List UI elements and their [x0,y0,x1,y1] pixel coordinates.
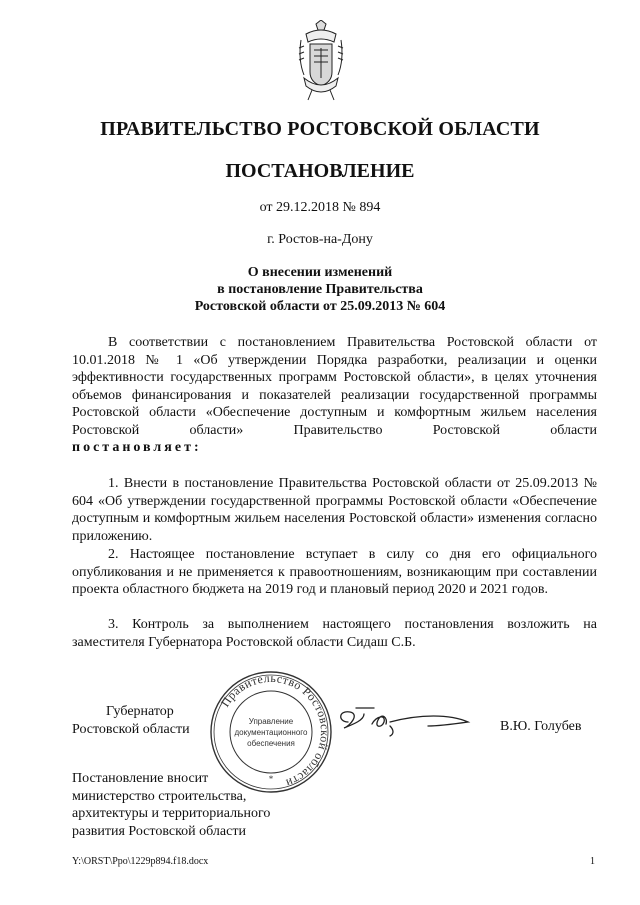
page-number: 1 [590,856,595,867]
resolves-word [72,439,597,457]
resolution-item-1: 1. Внести в постановление Правительства Ростовской области от 25.09.2013 № 604 «Об утверждении государственной программы Ростовской области «Обеспечение доступным и комфортным жильем населения Ростовской области» изменения согласно приложению. [72,476,597,544]
signer-name: В.Ю. Голубев [500,719,582,734]
stamp-inner-line: Управление [248,717,294,726]
preamble-paragraph: В соответствии с постановлением Правительства Ростовской области от 10.01.2018 № 1 «Об утверждении Порядка разработки, реализации и оценки эффективности государственных программ Ростовской области», в целях уточнения объемов финансирования и показателей реализации государственной программы Ростовской области «Обеспечение доступным и комфортным жильем населения Ростовской области» Правительство Ростовской области [72,335,597,438]
subject-line: Ростовской области от 25.09.2013 № 604 [194,299,446,314]
note-line: Постановление вносит [72,771,209,786]
note-line: развития Ростовской области [72,823,246,839]
note-line: архитектуры и территориального [72,806,271,822]
note-line: министерство строительства, [72,788,247,804]
document-subject [0,264,640,315]
stamp-inner-line: документационного [234,728,308,737]
subject-line: в постановление Правительства [217,282,423,297]
signer-title-line: Ростовской области [72,721,190,737]
resolves-label: постановляет: [72,440,202,455]
handwritten-signature [330,700,480,740]
resolution-item-2: 2. Настоящее постановление вступает в силу со дня его официального опубликования и не применяется к правоотношениям, возникающим при составлении проекта областного бюджета на 2019 год и плановый период 2020 и 2021 годов. [72,547,597,598]
file-path: Y:\ORST\Ppo\1229p894.f18.docx [72,856,209,867]
document-city: г. Ростов-на-Дону [267,232,373,247]
coat-of-arms-emblem [296,20,346,102]
stamp-outer-text: Правительство Ростовской области [217,670,333,791]
stamp-inner-line: обеспечения [247,739,295,748]
document-date-number: от 29.12.2018 № 894 [259,200,381,215]
stamp-star-icon: * [268,774,274,784]
submitting-ministry-note [72,770,270,840]
document-type: ПОСТАНОВЛЕНИЕ [225,160,415,182]
subject-line: О внесении изменений [247,265,393,280]
resolution-item-3: 3. Контроль за выполнением настоящего постановления возложить на заместителя Губернатора Ростовской области Сидаш С.Б. [72,617,597,650]
signer-title-line: Губернатор [106,704,174,719]
government-title: ПРАВИТЕЛЬСТВО РОСТОВСКОЙ ОБЛАСТИ [100,118,540,140]
signer-title [72,703,190,738]
